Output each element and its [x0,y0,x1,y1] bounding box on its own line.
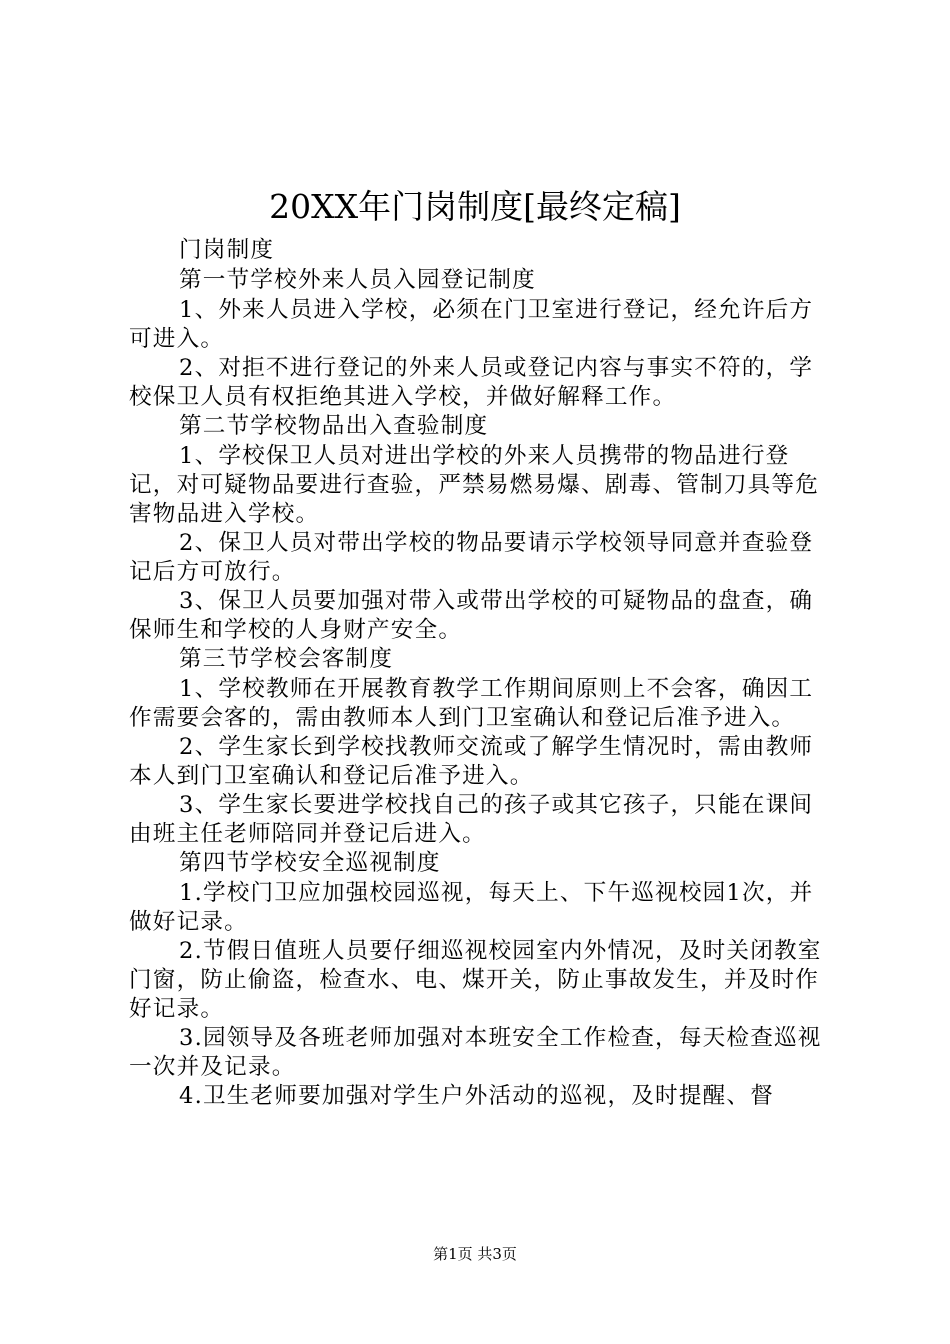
document-title: 20XX年门岗制度[最终定稿] [269,187,681,226]
paragraph: 1、学校教师在开展教育教学工作期间原则上不会客，确因工作需要会客的，需由教师本人到门卫室确认和登记后准予进入。 [129,676,814,731]
paragraph: 1.学校门卫应加强校园巡视，每天上、下午巡视校园1次，并做好记录。 [129,880,814,935]
paragraph: 4.卫生老师要加强对学生户外活动的巡视，及时提醒、督 [179,1083,775,1109]
paragraph: 2、保卫人员对带出学校的物品要请示学校领导同意并查验登记后方可放行。 [129,530,814,585]
paragraph: 3、学生家长要进学校找自己的孩子或其它孩子，只能在课间由班主任老师陪同并登记后进入。 [129,792,814,847]
paragraph-section-1-heading: 第一节学校外来人员入园登记制度 [179,267,536,293]
paragraph: 2.节假日值班人员要仔细巡视校园室内外情况，及时关闭教室门窗，防止偷盗，检查水、电、煤开关，防止事故发生，并及时作好记录。 [129,938,822,1022]
document-body [129,236,835,1111]
paragraph-section-2-heading: 第二节学校物品出入查验制度 [179,413,489,439]
page-number-footer: 第1页 共3页 [433,1245,517,1263]
paragraph: 3.园领导及各班老师加强对本班安全工作检查，每天检查巡视一次并及记录。 [129,1025,822,1080]
paragraph-section-4-heading: 第四节学校安全巡视制度 [179,850,441,876]
paragraph-doc-heading: 门岗制度 [179,237,275,263]
paragraph-section-3-heading: 第三节学校会客制度 [179,646,394,672]
paragraph: 2、学生家长到学校找教师交流或了解学生情况时，需由教师本人到门卫室确认和登记后准予进入。 [129,734,814,789]
paragraph: 1、学校保卫人员对进出学校的外来人员携带的物品进行登记，对可疑物品要进行查验，严禁易燃易爆、剧毒、管制刀具等危害物品进入学校。 [129,443,820,527]
paragraph: 2、对拒不进行登记的外来人员或登记内容与事实不符的，学校保卫人员有权拒绝其进入学校，并做好解释工作。 [129,355,814,410]
paragraph: 3、保卫人员要加强对带入或带出学校的可疑物品的盘查，确保师生和学校的人身财产安全。 [129,588,814,643]
paragraph: 1、外来人员进入学校，必须在门卫室进行登记，经允许后方可进入。 [129,297,814,352]
